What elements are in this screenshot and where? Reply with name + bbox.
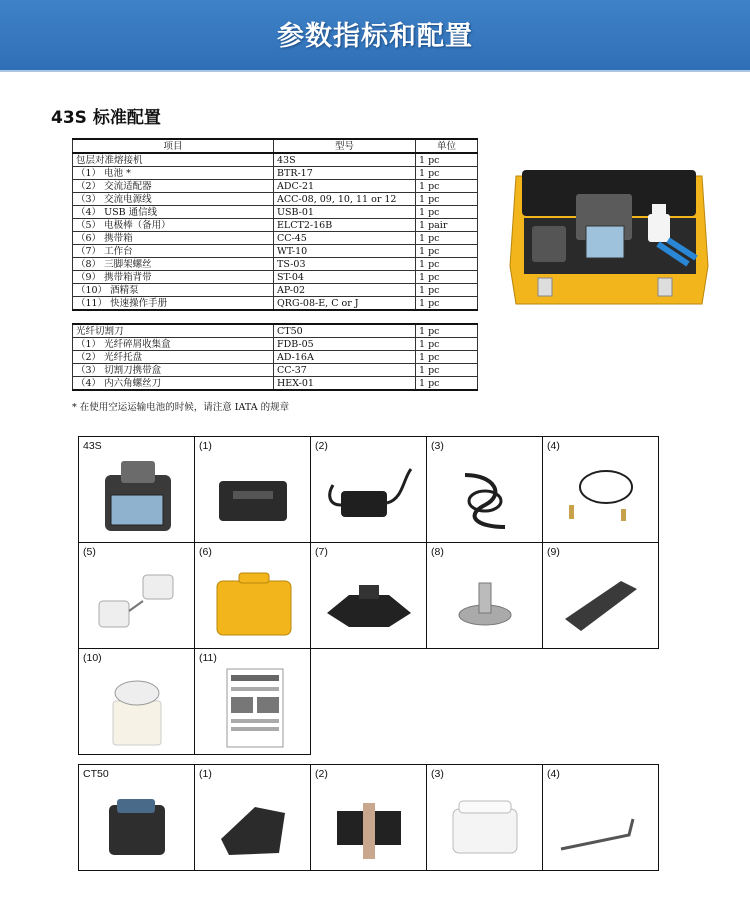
item-cell: （2） 光纤托盘 bbox=[73, 351, 274, 364]
work-table-image bbox=[319, 561, 419, 643]
table-row bbox=[73, 377, 478, 391]
accessory-grid-splicer bbox=[78, 436, 659, 755]
debris-box-image bbox=[203, 783, 303, 865]
item-cell: （9） 携带箱背带 bbox=[73, 271, 274, 284]
model-cell: CT50 bbox=[274, 324, 416, 338]
unit-cell: 1 pair bbox=[416, 219, 478, 232]
unit-cell: 1 pc bbox=[416, 364, 478, 377]
table-row bbox=[73, 219, 478, 232]
table-row bbox=[73, 284, 478, 297]
unit-cell: 1 pc bbox=[416, 351, 478, 364]
item-cell: （1） 光纤碎屑收集盒 bbox=[73, 338, 274, 351]
column-header: 型号 bbox=[274, 139, 416, 153]
quick-guide-image bbox=[203, 667, 303, 749]
shoulder-strap-image bbox=[551, 561, 651, 643]
unit-cell: 1 pc bbox=[416, 167, 478, 180]
alcohol-pump-image bbox=[87, 667, 187, 749]
unit-cell: 1 pc bbox=[416, 153, 478, 167]
grid-cell: 43S bbox=[79, 437, 195, 543]
grid-cell: CT50 bbox=[79, 765, 195, 871]
unit-cell: 1 pc bbox=[416, 193, 478, 206]
item-cell: （8） 三脚架螺丝 bbox=[73, 258, 274, 271]
item-cell: （3） 交流电源线 bbox=[73, 193, 274, 206]
table-row bbox=[73, 297, 478, 311]
carrying-case-image bbox=[203, 561, 303, 643]
grid-cell: (5) bbox=[79, 543, 195, 649]
table-row bbox=[73, 351, 478, 364]
item-cell: （10） 酒精泵 bbox=[73, 284, 274, 297]
grid-cell: (1) bbox=[195, 437, 311, 543]
spec-table-cleaver bbox=[72, 323, 478, 391]
item-cell: 光纤切割刀 bbox=[73, 324, 274, 338]
grid-cell-empty bbox=[311, 649, 427, 755]
grid-cell: (3) bbox=[427, 437, 543, 543]
model-cell: ACC-08, 09, 10, 11 or 12 bbox=[274, 193, 416, 206]
unit-cell: 1 pc bbox=[416, 232, 478, 245]
carrying-case-photo bbox=[508, 166, 710, 308]
table-header-row bbox=[73, 139, 478, 153]
grid-cell: (4) bbox=[543, 437, 659, 543]
unit-cell: 1 pc bbox=[416, 245, 478, 258]
unit-cell: 1 pc bbox=[416, 377, 478, 391]
battery-note: * 在使用空运运输电池的时候，请注意 IATA 的规章 bbox=[72, 402, 290, 413]
table-row bbox=[73, 153, 478, 167]
grid-cell: (8) bbox=[427, 543, 543, 649]
item-cell: 包层对准熔接机 bbox=[73, 153, 274, 167]
spec-table-splicer bbox=[72, 138, 478, 311]
fiber-cleaver-image bbox=[87, 783, 187, 865]
table-row bbox=[73, 364, 478, 377]
item-cell: （2） 交流适配器 bbox=[73, 180, 274, 193]
model-cell: FDB-05 bbox=[274, 338, 416, 351]
fiber-holder-image bbox=[319, 783, 419, 865]
grid-cell: (6) bbox=[195, 543, 311, 649]
grid-cell: (3) bbox=[427, 765, 543, 871]
column-header: 单位 bbox=[416, 139, 478, 153]
table-row bbox=[73, 206, 478, 219]
table-row bbox=[73, 271, 478, 284]
unit-cell: 1 pc bbox=[416, 338, 478, 351]
table-row bbox=[73, 324, 478, 338]
grid-cell: (9) bbox=[543, 543, 659, 649]
tripod-screw-image bbox=[435, 561, 535, 643]
model-cell: HEX-01 bbox=[274, 377, 416, 391]
unit-cell: 1 pc bbox=[416, 284, 478, 297]
battery-image bbox=[203, 455, 303, 537]
grid-cell: (11) bbox=[195, 649, 311, 755]
model-cell: CC-45 bbox=[274, 232, 416, 245]
unit-cell: 1 pc bbox=[416, 258, 478, 271]
column-header: 项目 bbox=[73, 139, 274, 153]
unit-cell: 1 pc bbox=[416, 271, 478, 284]
item-cell: （7） 工作台 bbox=[73, 245, 274, 258]
unit-cell: 1 pc bbox=[416, 324, 478, 338]
ac-adapter-image bbox=[319, 455, 419, 537]
section-title: 43S 标准配置 bbox=[51, 108, 161, 128]
model-cell: AD-16A bbox=[274, 351, 416, 364]
grid-cell: (2) bbox=[311, 765, 427, 871]
grid-cell: (10) bbox=[79, 649, 195, 755]
model-cell: ADC-21 bbox=[274, 180, 416, 193]
table-row bbox=[73, 193, 478, 206]
unit-cell: 1 pc bbox=[416, 297, 478, 311]
model-cell: WT-10 bbox=[274, 245, 416, 258]
power-cord-image bbox=[435, 455, 535, 537]
header-banner bbox=[0, 0, 750, 72]
item-cell: （5） 电极棒（备用） bbox=[73, 219, 274, 232]
model-cell: QRG-08-E, C or J bbox=[274, 297, 416, 311]
table-row bbox=[73, 258, 478, 271]
item-cell: （4） 内六角螺丝刀 bbox=[73, 377, 274, 391]
model-cell: TS-03 bbox=[274, 258, 416, 271]
model-cell: BTR-17 bbox=[274, 167, 416, 180]
item-cell: （1） 电池 * bbox=[73, 167, 274, 180]
table-row bbox=[73, 338, 478, 351]
item-cell: （4） USB 通信线 bbox=[73, 206, 274, 219]
electrode-image bbox=[87, 561, 187, 643]
grid-cell-empty bbox=[543, 649, 659, 755]
cleaver-case-image bbox=[435, 783, 535, 865]
model-cell: ELCT2-16B bbox=[274, 219, 416, 232]
table-row bbox=[73, 167, 478, 180]
unit-cell: 1 pc bbox=[416, 180, 478, 193]
model-cell: 43S bbox=[274, 153, 416, 167]
model-cell: ST-04 bbox=[274, 271, 416, 284]
item-cell: （3） 切割刀携带盒 bbox=[73, 364, 274, 377]
hex-wrench-image bbox=[551, 783, 651, 865]
page-title: 参数指标和配置 bbox=[277, 21, 473, 52]
grid-cell: (1) bbox=[195, 765, 311, 871]
accessory-grid-cleaver bbox=[78, 764, 659, 871]
grid-cell: (4) bbox=[543, 765, 659, 871]
fusion-splicer-image bbox=[87, 455, 187, 537]
usb-cable-image bbox=[551, 455, 651, 537]
grid-cell-empty bbox=[427, 649, 543, 755]
table-row bbox=[73, 232, 478, 245]
grid-cell: (2) bbox=[311, 437, 427, 543]
table-row bbox=[73, 180, 478, 193]
table-row bbox=[73, 245, 478, 258]
model-cell: USB-01 bbox=[274, 206, 416, 219]
item-cell: （11） 快速操作手册 bbox=[73, 297, 274, 311]
model-cell: AP-02 bbox=[274, 284, 416, 297]
item-cell: （6） 携带箱 bbox=[73, 232, 274, 245]
model-cell: CC-37 bbox=[274, 364, 416, 377]
grid-cell: (7) bbox=[311, 543, 427, 649]
unit-cell: 1 pc bbox=[416, 206, 478, 219]
